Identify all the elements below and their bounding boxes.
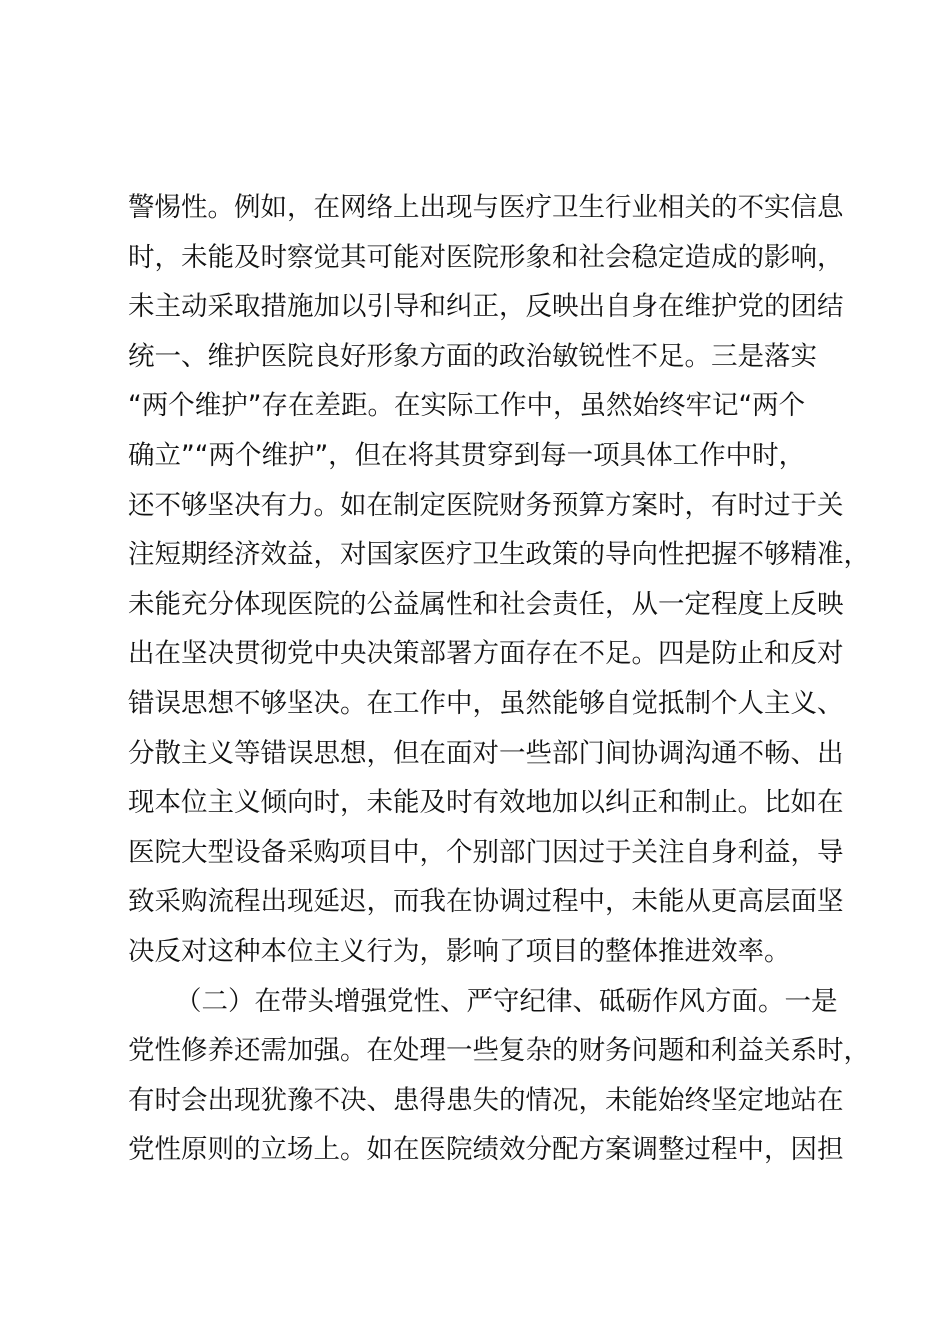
text-line: 警惕性。例如，在网络上出现与医疗卫生行业相关的不实信息 [128,192,844,223]
text-line: 统一、维护医院良好形象方面的政治敏锐性不足。三是落实 [128,340,817,372]
text-line: 确立”“两个维护”，但在将其贯穿到每一项具体工作中时， [128,439,806,471]
section-heading-line: （二）在带头增强党性、严守纪律、砥砺作风方面。一是 [175,985,838,1017]
text-line: 党性修养还需加强。在处理一些复杂的财务问题和利益关系时， [128,1035,870,1067]
text-line: 出在坚决贯彻党中央决策部署方面存在不足。四是防止和反对 [128,638,844,670]
text-line: 分散主义等错误思想，但在面对一些部门间协调沟通不畅、出 [128,737,844,769]
text-line: 决反对这种本位主义行为，影响了项目的整体推进效率。 [128,935,791,967]
text-line: 错误思想不够坚决。在工作中，虽然能够自觉抵制个人主义、 [128,687,844,719]
text-line: 时，未能及时察觉其可能对医院形象和社会稳定造成的影响， [128,241,844,273]
text-line: 未主动采取措施加以引导和纠正，反映出自身在维护党的团结 [128,291,844,323]
body-text [128,183,868,1175]
text-line: “两个维护”存在差距。在实际工作中，虽然始终牢记“两个 [128,390,806,422]
text-line: 现本位主义倾向时，未能及时有效地加以纠正和制止。比如在 [128,787,844,819]
text-line: 致采购流程出现延迟，而我在协调过程中，未能从更高层面坚 [128,886,844,918]
text-line: 有时会出现犹豫不决、患得患失的情况，未能始终坚定地站在 [128,1084,844,1116]
text-line: 还不够坚决有力。如在制定医院财务预算方案时，有时过于关 [128,489,844,521]
text-line: 注短期经济效益，对国家医疗卫生政策的导向性把握不够精准， [128,539,870,571]
text-line: 未能充分体现医院的公益属性和社会责任，从一定程度上反映 [128,588,844,620]
text-line: 党性原则的立场上。如在医院绩效分配方案调整过程中，因担 [128,1134,844,1166]
text-line: 医院大型设备采购项目中，个别部门因过于关注自身利益，导 [128,836,844,868]
